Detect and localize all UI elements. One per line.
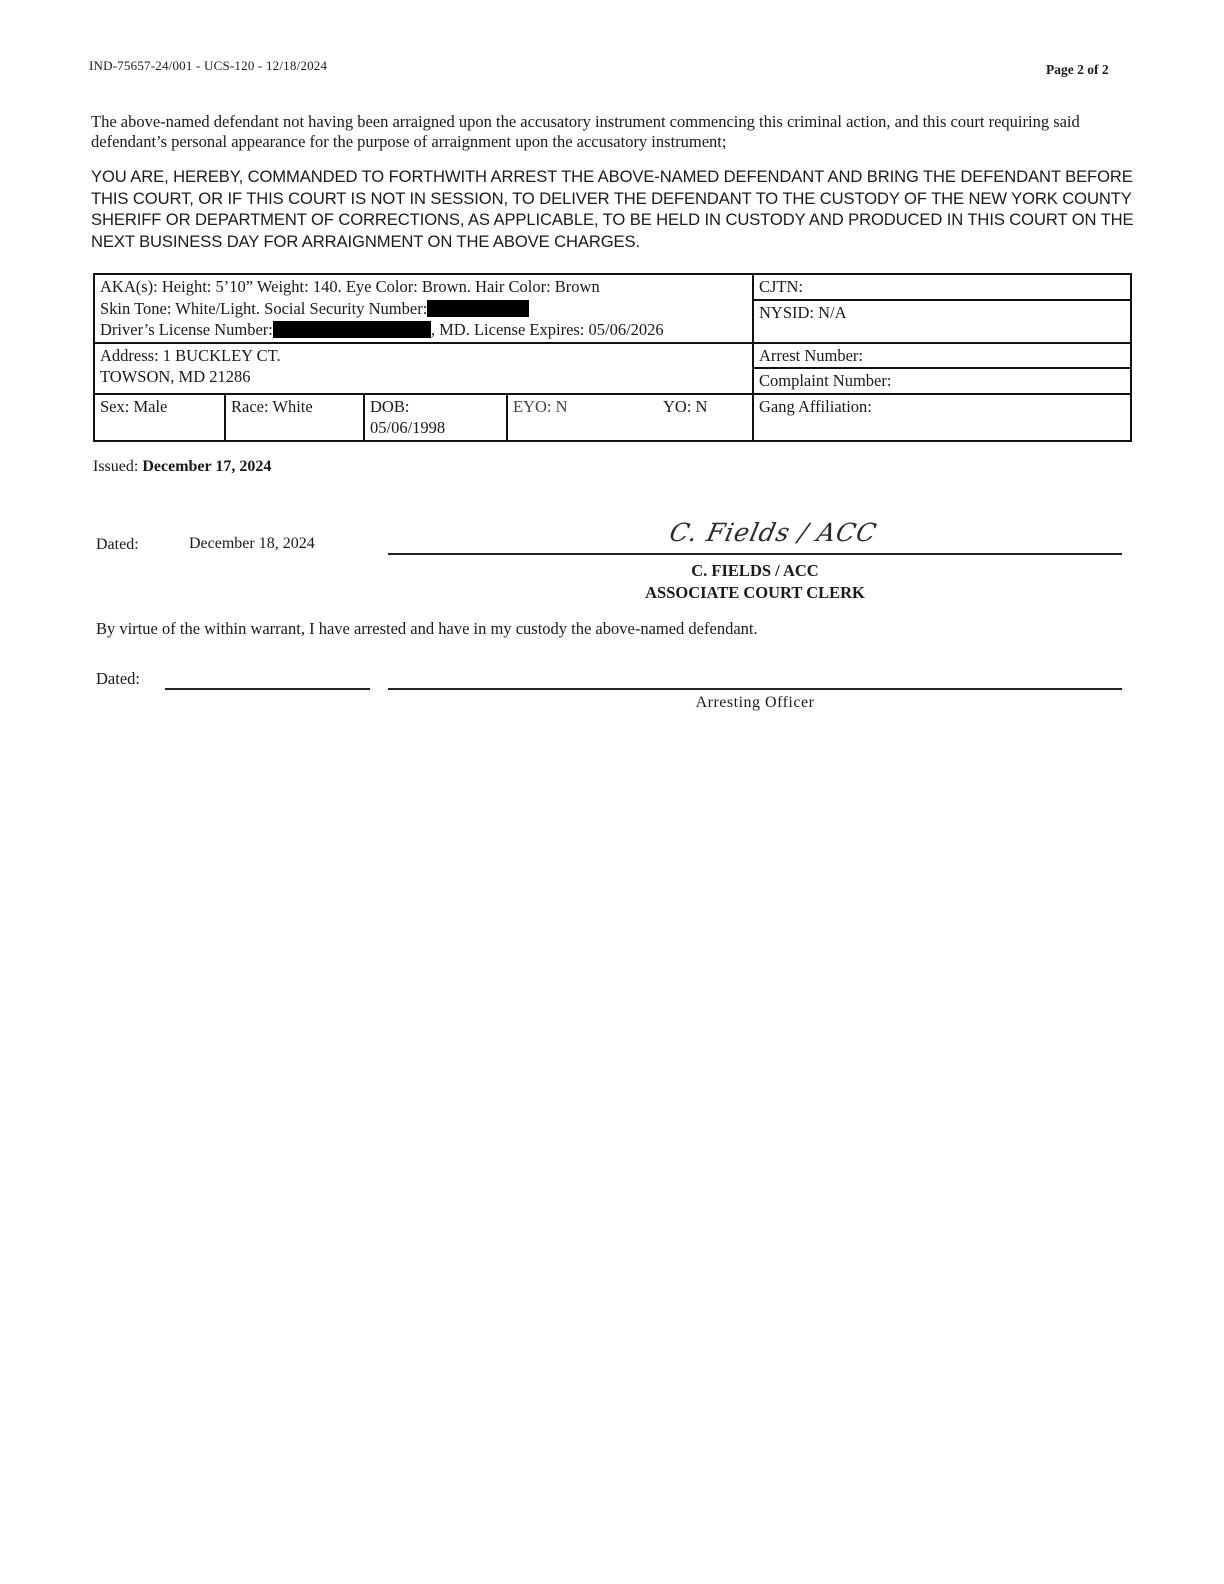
- address-line-1: Address: 1 BUCKLEY CT.: [100, 345, 281, 365]
- defendant-info-table: [93, 273, 1132, 442]
- skin-ssn-line: [100, 298, 747, 320]
- yo-value: YO: N: [663, 396, 708, 416]
- gang-affiliation-cell: Gang Affiliation:: [753, 394, 1131, 441]
- clerk-name: C. FIELDS / ACC: [691, 561, 819, 580]
- arrest-number-cell: Arrest Number:: [753, 343, 1131, 369]
- address-line-2: TOWSON, MD 21286: [100, 367, 251, 386]
- issued-label: Issued:: [93, 458, 139, 475]
- race-cell: Race: White: [225, 394, 364, 441]
- sex-cell: Sex: Male: [94, 394, 225, 441]
- clerk-signature-line: [388, 553, 1122, 555]
- skin-ssn-label: Skin Tone: White/Light. Social Security Number:: [100, 298, 428, 318]
- complaint-number-cell: Complaint Number:: [753, 368, 1131, 394]
- aka-line: AKA(s): Height: 5’10” Weight: 140. Eye Color: Brown. Hair Color: Brown: [100, 277, 600, 296]
- arrest-date-line: [165, 688, 370, 690]
- issued-line: [93, 458, 271, 476]
- dated-label: Dated:: [96, 536, 139, 553]
- recital-paragraph: The above-named defendant not having been arraigned upon the accusatory instrument commencing this criminal action, and this court requiring said defendant’s personal appearance for the purpose of arraignment upon the accusatory instrument;: [91, 112, 1080, 151]
- dob-cell: [364, 394, 507, 441]
- arrest-statement: By virtue of the within warrant, I have arrested and have in my custody the above-named defendant.: [96, 619, 758, 638]
- physical-description-cell: [94, 274, 753, 343]
- redacted-ssn: [427, 300, 529, 317]
- clerk-signature: C. Fields / ACC: [666, 518, 880, 547]
- issued-date: December 17, 2024: [142, 458, 272, 475]
- arrest-dated-label: Dated:: [96, 669, 140, 688]
- dob-label: DOB:: [370, 396, 410, 416]
- eyo-yo-cell: [507, 394, 753, 441]
- dob-value: 05/06/1998: [370, 418, 446, 437]
- clerk-block: [388, 560, 1122, 604]
- address-cell: [94, 343, 753, 394]
- command-paragraph: YOU ARE, HEREBY, COMMANDED TO FORTHWITH ARREST THE ABOVE-NAMED DEFENDANT AND BRING THE DEFENDANT BEFORE THIS COURT, OR IF THIS COURT IS NOT IN SESSION, TO DELIVER THE DEFENDANT TO THE CUSTODY OF THE NEW YORK COUNTY SHERIFF OR DEPARTMENT OF CORRECTIONS, AS APPLICABLE, TO BE HELD IN CUSTODY AND PRODUCED IN THIS COURT ON THE NEXT BUSINESS DAY FOR ARRAIGNMENT ON THE ABOVE CHARGES.: [91, 167, 1134, 251]
- cjtn-cell: CJTN:: [753, 274, 1131, 300]
- nysid-cell: NYSID: N/A: [753, 300, 1131, 343]
- eyo-value: EYO: N: [513, 396, 568, 416]
- officer-signature-line: [388, 688, 1122, 690]
- license-expiry: , MD. License Expires: 05/06/2026: [430, 320, 664, 339]
- clerk-title: ASSOCIATE COURT CLERK: [645, 583, 865, 602]
- arresting-officer-label: Arresting Officer: [695, 694, 815, 711]
- redacted-license: [273, 321, 431, 338]
- document-reference: IND-75657-24/001 - UCS-120 - 12/18/2024: [89, 58, 328, 73]
- license-label: Driver’s License Number:: [100, 320, 273, 339]
- page-number: Page 2 of 2: [1046, 62, 1109, 77]
- dated-value: December 18, 2024: [189, 535, 315, 552]
- license-line: [100, 319, 747, 341]
